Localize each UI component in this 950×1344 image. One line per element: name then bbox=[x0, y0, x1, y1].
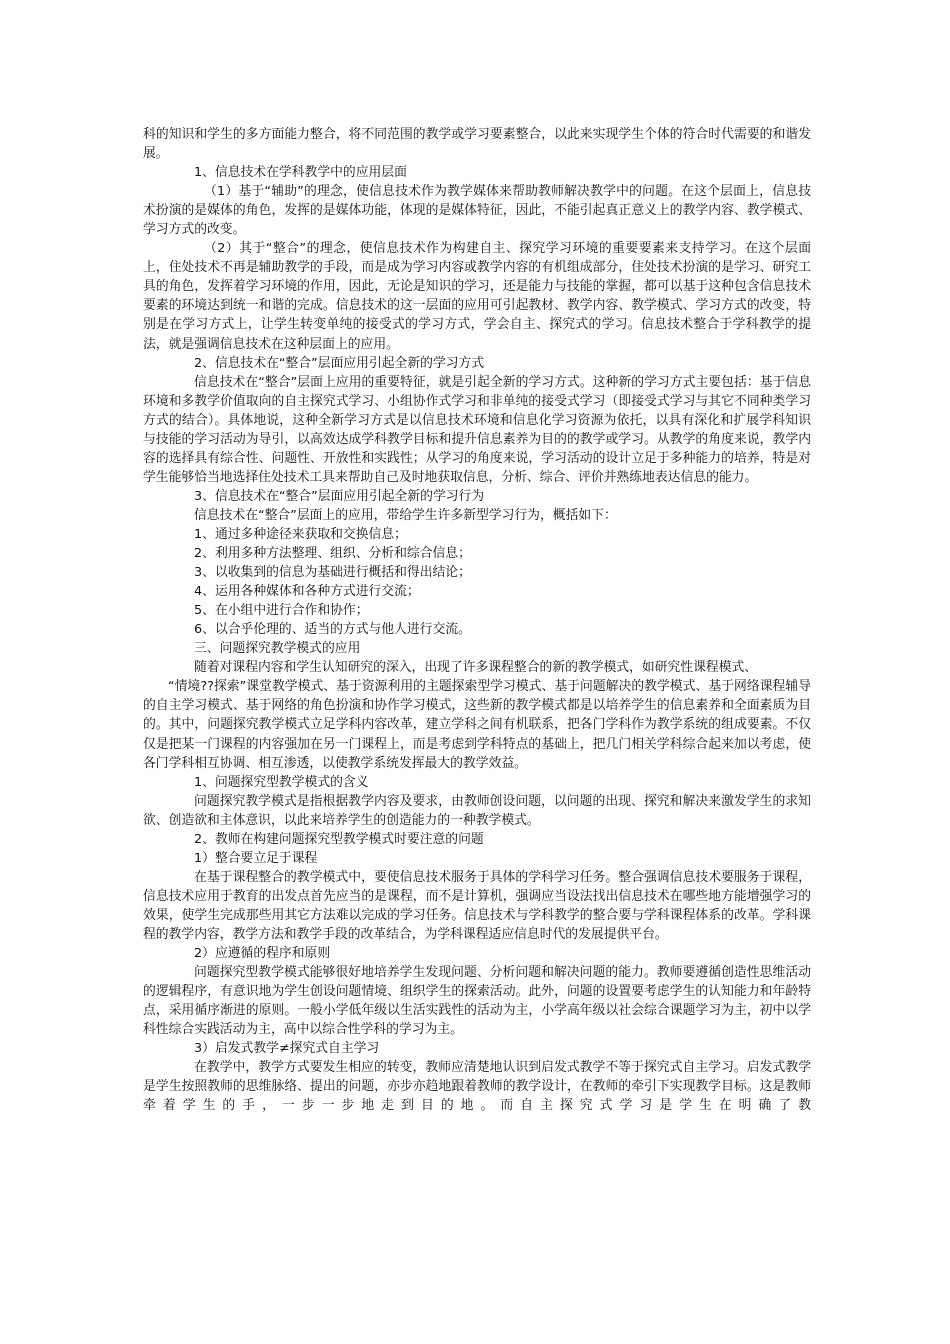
document-page bbox=[143, 125, 811, 1115]
paragraph: 在基于课程整合的教学模式中，要使信息技术服务于具体的学科学习任务。整合强调信息技术要服务于课程，信息技术应用于教育的出发点首先应当的是课程，而不是计算机，强调应当设法找出信息技术在哪些地方能增强学习的效果，使学生完成那些用其它方法难以完成的学习任务。信息技术与学科教学的整合要与学科课程体系的改革。学科课程的教学内容，教学方法和教学手段的改革结合，为学科课程适应信息时代的发展提供平台。 bbox=[143, 869, 811, 942]
paragraph: 在教学中，教学方式要发生相应的转变，教师应清楚地认识到启发式教学不等于探究式自主学习。启发式教学是学生按照教师的思维脉络、提出的问题，亦步亦趋地跟着教师的教学设计，在教师的牵引下实现教学目标。这是教师牵着学生的手，一步一步地走到目的地。而自主探究式学习是学生在明确了教 bbox=[143, 1060, 811, 1114]
paragraph: 3）启发式教学≠探究式自主学习 bbox=[194, 1041, 380, 1057]
paragraph: 3、以收集到的信息为基础进行概括和得出结论； bbox=[194, 565, 471, 581]
paragraph: （2）其于“整合”的理念，使信息技术作为构建自主、探究学习环境的重要要素来支持学习。在这个层面上，住处技术不再是辅助教学的手段，而是成为学习内容或教学内容的有机组成部分，住处技术扮演的是学习、研究工具的角色，发挥着学习环境的作用，因此，无论是知识的学习，还是能力与技能的掌握，都可以基于这种包含信息技术要素的环境达到统一和谐的完成。信息技术的这一层面的应用可引起教材、教学内容、教学模式、学习方式的改变，特别是在学习方式上，让学生转变单纯的接受式的学习方式，学会自主、探究式的学习。信息技术整合于学科教学的提法，就是强调信息技术在这种层面上的应用。 bbox=[143, 241, 811, 352]
paragraph: （1）基于“辅助”的理念，使信息技术作为教学媒体来帮助教师解决教学中的问题。在这个层面上，信息技术扮演的是媒体的角色，发挥的是媒体功能，体现的是媒体特征，因此，不能引起真正意义上的教学内容、教学模式、学习方式的改变。 bbox=[143, 184, 811, 238]
paragraph: 1、信息技术在学科教学中的应用层面 bbox=[194, 165, 407, 181]
paragraph: 1、通过多种途径来获取和交换信息； bbox=[194, 526, 407, 542]
paragraph: 信息技术在“整合”层面上应用的重要特征，就是引起全新的学习方式。这种新的学习方式主要包括：基于信息环境和多教学价值取向的自主探究式学习、小组协作式学习和非单纯的接受式学习（即接受式学习与其它不同种类学习方式的结合）。具体地说，这种全新学习方式是以信息技术环境和信息化学习资源为依托，以具有深化和扩展学科知识与技能的学习活动为导引，以高效达成学科教学目标和提升信息素养为目的的教学或学习。从教学的角度来说，教学内容的选择具有综合性、问题性、开放性和实践性；从学习的角度来说，学习活动的设计立足于多种能力的培养，特是对学生能够恰当地选择住处技术工具来帮助自己及时地获取信息，分析、综合、评价并熟练地表达信息的能力。 bbox=[143, 374, 811, 485]
paragraph: 5、在小组中进行合作和协作； bbox=[194, 603, 369, 619]
paragraph: 3、信息技术在“整合”层面应用引起全新的学习行为 bbox=[194, 488, 485, 504]
paragraph: 随着对课程内容和学生认知研究的深入，出现了许多课程整合的新的教学模式，如研究性课程模式、 bbox=[194, 660, 758, 676]
paragraph: 科的知识和学生的多方面能力整合，将不同范围的教学或学习要素整合，以此来实现学生个体的符合时代需要的和谐发展。 bbox=[143, 127, 811, 162]
paragraph: 1）整合要立足于课程 bbox=[194, 850, 318, 866]
paragraph: 4、运用各种媒体和各种方式进行交流； bbox=[194, 584, 420, 600]
paragraph: 1、问题探究型教学模式的含义 bbox=[194, 774, 369, 790]
paragraph: 三、问题探究教学模式的应用 bbox=[194, 641, 361, 657]
paragraph: “情境??探索”课堂教学模式、基于资源利用的主题探索型学习模式、基于问题解决的教学模式、基于网络课程辅导的自主学习模式、基于网络的角色扮演和协作学习模式，这些新的教学模式都是以培养学生的信息素养和全面素质为目的。其中，问题探究教学模式立足学科内容改革，建立学科之间有机联系，把各门学科作为教学系统的组成要素。不仅仅是把某一门课程的内容强加在另一门课程上，而是考虑到学科特点的基础上，把几门相关学科综合起来加以考虑，使各门学科相互协调、相互渗透，以使教学系统发挥最大的教学效益。 bbox=[143, 679, 811, 771]
paragraph: 2、信息技术在“整合”层面应用引起全新的学习方式 bbox=[194, 355, 485, 371]
paragraph: 2、利用多种方法整理、组织、分析和综合信息； bbox=[194, 546, 471, 562]
paragraph: 问题探究型教学模式能够很好地培养学生发现问题、分析问题和解决问题的能力。教师要遵循创造性思维活动的逻辑程序，有意识地为学生创设问题情境、组织学生的探索活动。此外，问题的设置要考虑学生的认知能力和年龄特点，采用循序渐进的原则。一般小学低年级以生活实践性的活动为主，小学高年级以社会综合课题学习为主，初中以学科性综合实践活动为主，高中以综合性学科的学习为主。 bbox=[143, 965, 811, 1038]
paragraph: 2、教师在构建问题探究型教学模式时要注意的问题 bbox=[194, 831, 484, 847]
paragraph: 6、以合乎伦理的、适当的方式与他人进行交流。 bbox=[194, 622, 471, 638]
paragraph: 问题探究教学模式是指根据教学内容及要求，由教师创设问题，以问题的出现、探究和解决来激发学生的求知欲、创造欲和主体意识，以此来培养学生的创造能力的一种教学模式。 bbox=[143, 793, 811, 828]
paragraph: 信息技术在“整合”层面上的应用，带给学生许多新型学习行为，概括如下： bbox=[194, 507, 617, 523]
paragraph: 2）应遵循的程序和原则 bbox=[194, 946, 331, 962]
